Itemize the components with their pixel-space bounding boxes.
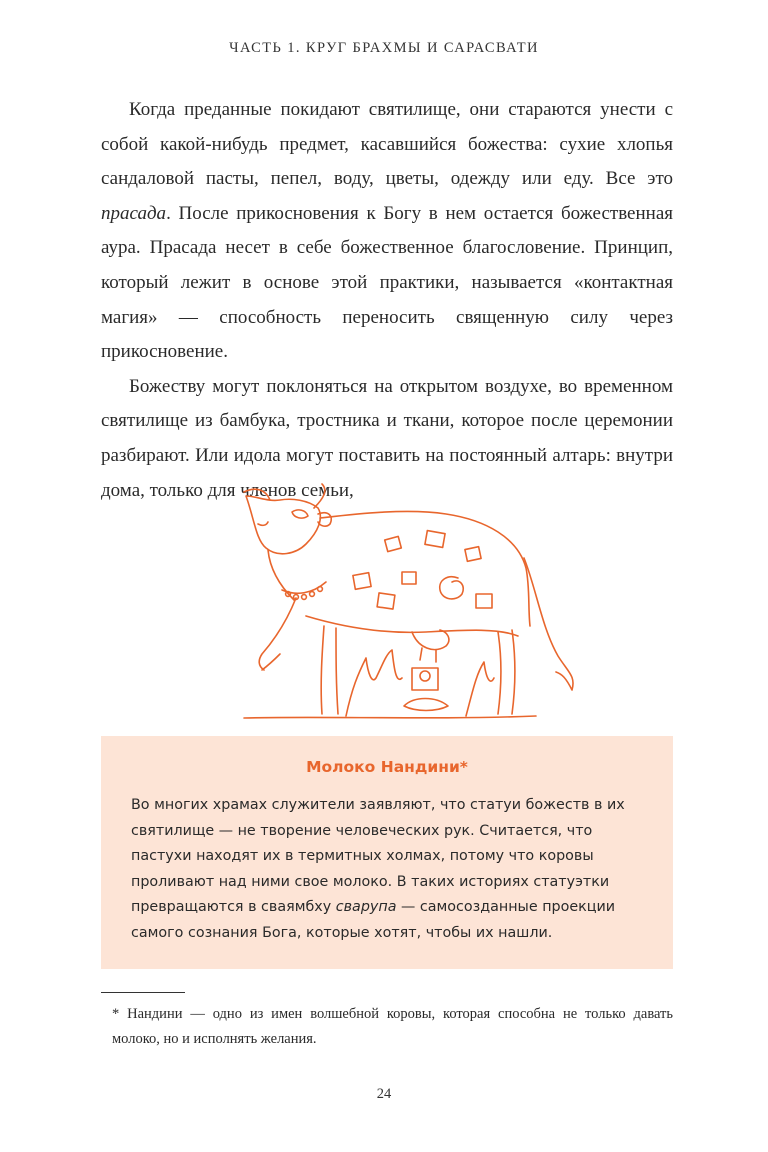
sidebar-box xyxy=(101,736,673,969)
main-text xyxy=(101,93,673,508)
sidebar-segment: над ними свое молоко. В таких историях статуэтки превращаются xyxy=(131,873,610,916)
paragraph-1 xyxy=(101,93,673,370)
paragraph-segment: прасада xyxy=(101,202,167,224)
sidebar-segment: Во многих храмах служители заявляют, что статуи божеств в их свя xyxy=(131,797,625,839)
paragraph-segment: остается божественная аура. Прасада несет в себе божествен xyxy=(101,202,674,259)
paragraph-segment: менном святилище из бамбука, тростника и ткани, которое xyxy=(101,375,673,432)
paragraph-segment: сухие хлопья сандаловой пасты, пепел, воду, цветы, одежду xyxy=(101,133,673,190)
footnote xyxy=(112,1002,673,1052)
paragraph-segment: Когда преданные покидают святилище, они стараются уне xyxy=(129,99,629,120)
sidebar-segment: — самосозданные проекции самого сознания xyxy=(131,899,616,941)
running-header: ЧАСТЬ 1. КРУГ БРАХМЫ И САРАСВАТИ xyxy=(229,40,539,56)
paragraph-segment: Божеству могут поклоняться на открытом воздухе, во вре xyxy=(129,375,612,397)
footnote-text: Нандини — одно из имен волшебной коровы, которая способна не только давать молоко, но и исполнять желания. xyxy=(112,1006,674,1047)
paragraph-segment: сти с собой какой-нибудь предмет, касавшийся божества: xyxy=(101,99,673,155)
sidebar-segment: в сваямбху xyxy=(248,899,336,916)
paragraph-segment: или еду. Все это xyxy=(521,168,673,190)
sidebar-text xyxy=(131,793,643,947)
sidebar-segment: Бога, которые хотят, чтобы их нашли. xyxy=(262,924,553,941)
cow-illustration-icon xyxy=(236,478,588,726)
sidebar-title: Молоко Нандини* xyxy=(306,758,468,776)
page-number: 24 xyxy=(376,1086,392,1102)
paragraph-segment: на постоянный алтарь: внутри дома, только для членов семьи, xyxy=(101,444,673,501)
paragraph-segment: практики, называется «контактная магия» — способность пе xyxy=(101,271,673,328)
sidebar-segment: сварупа xyxy=(335,899,397,916)
footnote-marker: * xyxy=(112,1006,120,1022)
paragraph-segment: реносить священную силу через прикосновение. xyxy=(101,306,673,363)
paragraph-segment: после церемонии разбирают. Или идола могут поставить xyxy=(101,410,673,466)
footnote-divider xyxy=(101,992,185,993)
sidebar-segment: находят их в термитных холмах, потому что коровы проливают xyxy=(131,848,594,890)
paragraph-segment: . После прикосновения к Богу в нем xyxy=(166,202,484,224)
sidebar-segment: тилище — не творение человеческих рук. Считается, что пастухи xyxy=(131,822,593,865)
paragraph-segment: ное благословение. Принцип, который лежит в основе этой xyxy=(101,237,673,293)
